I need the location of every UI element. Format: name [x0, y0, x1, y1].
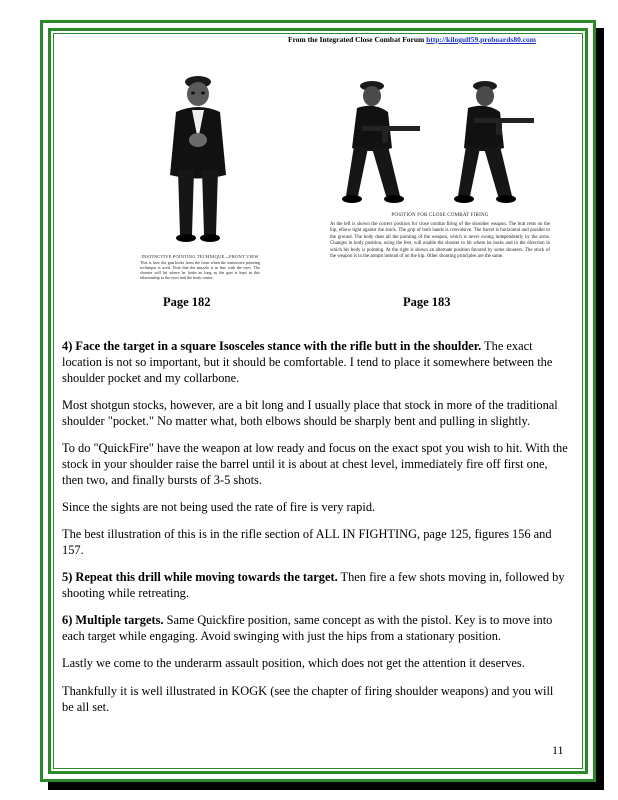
right-page-label: Page 183	[403, 295, 451, 309]
paragraph: Thankfully it is well illustrated in KOGK (see the chapter of firing shoulder weapons) and you will be all set.	[62, 683, 554, 714]
left-caption-title: INSTINCTIVE POINTING TECHNIQUE—FRONT VIEW	[141, 254, 259, 259]
soldiers-firing-illustration	[322, 76, 542, 206]
paragraph: The best illustration of this is in the rifle section of ALL IN FIGHTING, page 125, figures 156 and 157.	[62, 527, 552, 557]
right-caption-title: POSITION FOR CLOSE COMBAT FIRING	[391, 213, 489, 218]
article-body	[62, 339, 568, 727]
soldier-front-illustration	[148, 70, 248, 250]
paragraph: 4) Face the target in a square Isosceles stance with the rifle butt in the shoulder. The exact location is not so important, but it should be comfortable. I tend to place it somewhere between the shoulder pocket and my collarbone.	[62, 339, 553, 385]
left-caption-body: This is how the gun looks from the front when the instinctive pointing technique is used. Note that the muzzle is in line with the eyes. The shooter will hit where he looks as long as the gun is kept in this relationship to the eyes and the body center.	[140, 260, 260, 280]
paragraph: 5) Repeat this drill while moving towards the target. Then fire a few shots moving in, followed by shooting while retreating.	[62, 570, 565, 601]
paragraph: Lastly we come to the underarm assault position, which does not get the attention it deserves.	[62, 656, 525, 671]
right-caption-body: At the left is shown the correct position for close combat firing of the shoulder weapon. The butt rests on the hip, elbow tight against the stock. The grip of both hands is convulsive. The barrel is horizontal and parallel to the ground. The body does all the pointing of the weapon, which is never swung independently by the arms. Changes in body position, using the feet, will enable the shooter to hit where he looks and in the direction in which his body is pointing. At the right is shown an alternate position favored by some shooters. The stock of the weapon is in the armpit instead of on the hip. Other shooting principles are the same.	[330, 222, 550, 260]
figure-close-combat-firing	[322, 76, 542, 206]
page-number: 11	[552, 743, 564, 757]
left-page-label: Page 182	[163, 295, 211, 309]
header-source: From the Integrated Close Combat Forum	[288, 35, 425, 44]
paragraph: 6) Multiple targets. Same Quickfire position, same concept as with the pistol. Key is to move into each target while engaging. Avoid swinging with just the hips from a stationary position.	[62, 613, 553, 644]
paragraph: Since the sights are not being used the rate of fire is very rapid.	[62, 499, 376, 514]
figure-front-view	[148, 70, 248, 250]
page-header	[288, 35, 588, 44]
paragraph: To do "QuickFire" have the weapon at low ready and focus on the exact spot you wish to hit. With the stock in your shoulder raise the barrel until it is about at chest level, immediately fire off first one, then two, and finally bursts of 3-5 shots.	[62, 440, 568, 487]
paragraph: Most shotgun stocks, however, are a bit long and I usually place that stock in more of the traditional shoulder "pocket." No matter what, both elbows should be sharply bent and pulling in slightly.	[62, 397, 558, 428]
header-link[interactable]: http://kilogulf59.proboards80.com	[426, 35, 537, 44]
